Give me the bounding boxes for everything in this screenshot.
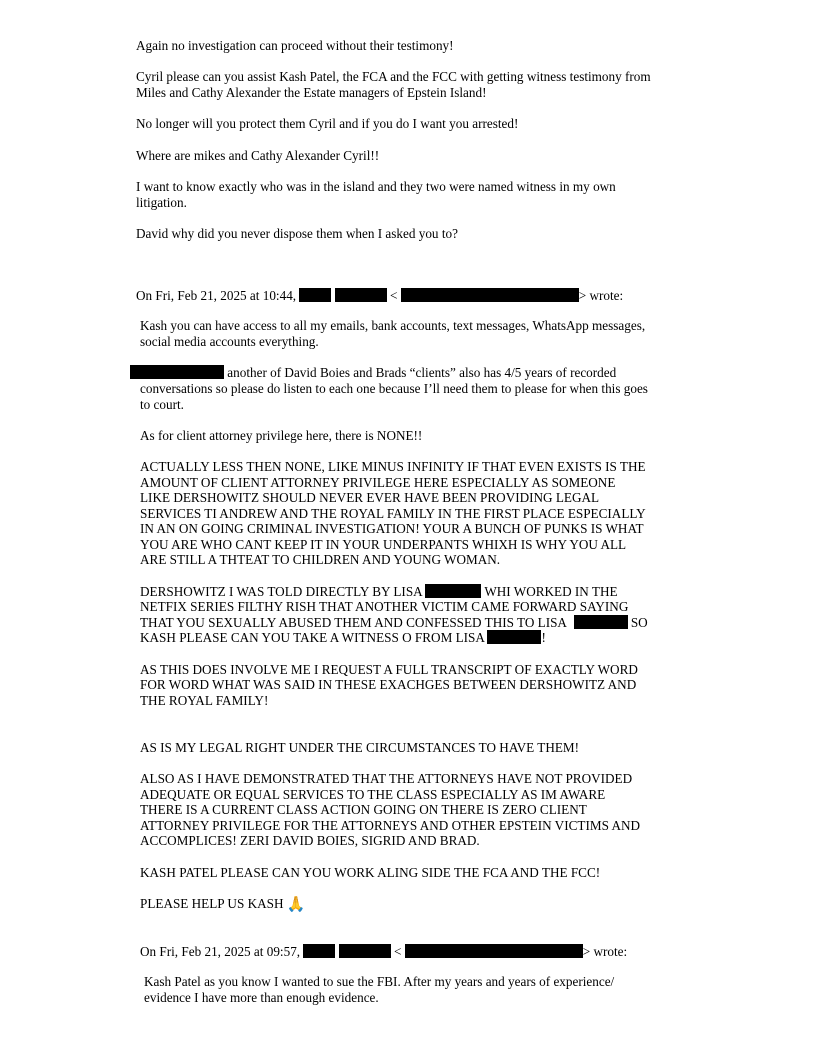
quoted-text: DERSHOWITZ I WAS TOLD DIRECTLY BY LISA [140, 584, 422, 599]
email-header-prefix: On Fri, Feb 21, 2025 at 10:44, [136, 288, 297, 303]
quoted-line: FOR WORD WHAT WAS SAID IN THESE EXACHGES BETWEEN DERSHOWITZ AND [140, 677, 637, 692]
paragraph-line: litigation. [136, 195, 187, 210]
paragraph-line: No longer will you protect them Cyril and if you do I want you arrested! [136, 116, 519, 131]
quoted-text: PLEASE HELP US KASH [140, 896, 284, 911]
redaction-box [303, 944, 335, 958]
quoted-line: ACCOMPLICES! ZERI DAVID BOIES, SIGRID AND BRAD. [140, 833, 480, 848]
email-header-suffix: > wrote: [582, 944, 628, 959]
paragraph-line: David why did you never dispose them when I asked you to? [136, 226, 458, 241]
quoted-line: Kash Patel as you know I wanted to sue the FBI. After my years and years of experience/ [144, 974, 615, 989]
redaction-box [405, 944, 583, 958]
paragraph-line: Miles and Cathy Alexander the Estate managers of Epstein Island! [136, 85, 487, 100]
quoted-line: YOU ARE WHO CANT KEEP IT IN YOUR UNDERPANTS WHIXH IS WHY YOU ALL [140, 537, 627, 552]
quoted-line: NETFIX SERIES FILTHY RISH THAT ANOTHER VICTIM CAME FORWARD SAYING [140, 599, 629, 614]
paragraph-line: Again no investigation can proceed without their testimony! [136, 38, 454, 53]
redaction-box [339, 944, 391, 958]
redaction-box [130, 365, 224, 379]
email-header-suffix: > wrote: [578, 288, 624, 303]
quoted-line: ACTUALLY LESS THEN NONE, LIKE MINUS INFINITY IF THAT EVEN EXISTS IS THE [140, 459, 646, 474]
quoted-line [140, 615, 648, 631]
quoted-line [130, 365, 616, 381]
quoted-text: KASH PLEASE CAN YOU TAKE A WITNESS O FROM LISA [140, 630, 485, 645]
quoted-text: THAT YOU SEXUALLY ABUSED THEM AND CONFESSED THIS TO LISA [140, 615, 567, 630]
quoted-line: conversations so please do listen to each one because I’ll need them to please for when this goes [140, 381, 648, 396]
quoted-line [140, 896, 305, 914]
email-header-prefix: On Fri, Feb 21, 2025 at 09:57, [140, 944, 301, 959]
quoted-line: AS IS MY LEGAL RIGHT UNDER THE CIRCUMSTANCES TO HAVE THEM! [140, 740, 580, 755]
quoted-line: AMOUNT OF CLIENT ATTORNEY PRIVILEGE HERE ESPECIALLY AS SOMEONE [140, 475, 616, 490]
paragraph-line: I want to know exactly who was in the island and they two were named witness in my own [136, 179, 616, 194]
quoted-line: KASH PATEL PLEASE CAN YOU WORK ALING SIDE THE FCA AND THE FCC! [140, 865, 601, 880]
paragraph-line: Cyril please can you assist Kash Patel, the FCA and the FCC with getting witness testimony from [136, 69, 651, 84]
redaction-box [401, 288, 579, 302]
quoted-text: SO [627, 615, 648, 630]
redaction-box [487, 630, 541, 644]
email-header-lt: < [393, 944, 402, 959]
quoted-line: social media accounts everything. [140, 334, 319, 349]
quoted-line: ADEQUATE OR EQUAL SERVICES TO THE CLASS ESPECIALLY AS IM AWARE [140, 787, 606, 802]
quoted-line: Kash you can have access to all my emails, bank accounts, text messages, WhatsApp messages, [140, 318, 646, 333]
quoted-text: WHI WORKED IN THE [481, 584, 618, 599]
quoted-line: ALSO AS I HAVE DEMONSTRATED THAT THE ATTORNEYS HAVE NOT PROVIDED [140, 771, 633, 786]
quoted-text: another of David Boies and Brads “clients” also has 4/5 years of recorded [224, 365, 617, 380]
quoted-line: to court. [140, 397, 184, 412]
redaction-box [574, 615, 628, 629]
email-header-1 [136, 288, 623, 304]
redaction-box [299, 288, 331, 302]
email-header-lt: < [389, 288, 398, 303]
quoted-line [140, 584, 618, 600]
quoted-line: evidence I have more than enough evidence. [144, 990, 379, 1005]
quoted-line: IN AN ON GOING CRIMINAL INVESTIGATION! YOUR A BUNCH OF PUNKS IS WHAT [140, 521, 644, 536]
quoted-line: THERE IS A CURRENT CLASS ACTION GOING ON THERE IS ZERO CLIENT [140, 802, 587, 817]
quoted-line: ARE STILL A THTEAT TO CHILDREN AND YOUNG WOMAN. [140, 552, 501, 567]
quoted-line: As for client attorney privilege here, there is NONE!! [140, 428, 423, 443]
folded-hands-emoji-icon: 🙏 [286, 897, 306, 913]
quoted-line: THE ROYAL FAMILY! [140, 693, 269, 708]
quoted-line: ATTORNEY PRIVILEGE FOR THE ATTORNEYS AND OTHER EPSTEIN VICTIMS AND [140, 818, 641, 833]
paragraph-line: Where are mikes and Cathy Alexander Cyril!! [136, 148, 380, 163]
redaction-box [335, 288, 387, 302]
quoted-line: LIKE DERSHOWITZ SHOULD NEVER EVER HAVE BEEN PROVIDING LEGAL [140, 490, 600, 505]
quoted-line [140, 630, 546, 646]
quoted-line: SERVICES TI ANDREW AND THE ROYAL FAMILY IN THE FIRST PLACE ESPECIALLY [140, 506, 646, 521]
redaction-box [425, 584, 481, 598]
email-header-2 [140, 944, 627, 960]
quoted-line: AS THIS DOES INVOLVE ME I REQUEST A FULL TRANSCRIPT OF EXACTLY WORD [140, 662, 638, 677]
quoted-text: ! [541, 630, 546, 645]
